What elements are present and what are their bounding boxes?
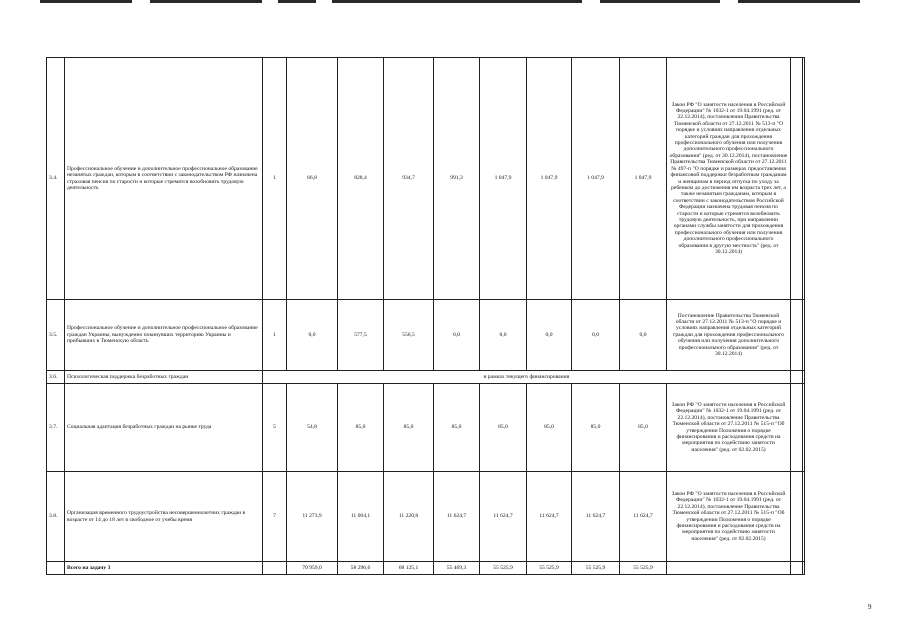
top-rule [738, 0, 860, 3]
row-number: 3.4. [47, 58, 65, 300]
empty-cell [803, 58, 805, 300]
empty-cell [791, 384, 803, 472]
page-number: 9 [868, 603, 872, 611]
empty-cell [803, 384, 805, 472]
value-cell: 1 047,9 [480, 58, 527, 300]
empty-cell [803, 300, 805, 371]
value-cell: 0,0 [480, 300, 527, 371]
empty-cell [47, 562, 65, 575]
empty-cell [667, 562, 791, 575]
table-row [47, 384, 805, 472]
empty-cell [803, 562, 805, 575]
top-rule [600, 0, 720, 3]
empty-cell [803, 371, 805, 384]
empty-cell [791, 371, 803, 384]
value-cell: 1 047,9 [527, 58, 572, 300]
value-cell: 1 047,9 [572, 58, 620, 300]
value-cell: 0,0 [572, 300, 620, 371]
total-value: 55 525,9 [527, 562, 572, 575]
top-rule [40, 0, 132, 3]
value-cell: 85,0 [527, 384, 572, 472]
total-value: 55 525,9 [620, 562, 667, 575]
legal-basis: Закон РФ "О занятости населения в Российской Федерации" № 1032-1 от 19.04.1991 (ред. от 22.12.2014), постановление Правительства Тюменской области от 27.12.2011 № 515-п "Об утверждении Положения о порядке финансирования и расходования средств на мероприятия по содействию занятости населения" (ред. от 02.02.2015) [667, 472, 791, 562]
measures-table [46, 57, 805, 575]
measure-name: Профессиональное обучение и дополнительное профессиональное образование граждан Украины, вынужденно покинувших территорию Украины и прибывших в Тюменскую область [65, 300, 263, 371]
value-cell: 85,0 [620, 384, 667, 472]
total-value: 55 525,9 [572, 562, 620, 575]
top-rule [332, 0, 582, 3]
value-cell: 85,0 [572, 384, 620, 472]
empty-cell [791, 58, 803, 300]
value-cell: 1 047,9 [620, 58, 667, 300]
value-cell: 0,0 [434, 300, 480, 371]
value-cell: 556,5 [384, 300, 434, 371]
value-cell: 934,7 [384, 58, 434, 300]
value-cell: 85,0 [384, 384, 434, 472]
value-cell: 577,5 [338, 300, 384, 371]
value-cell: 11 004,1 [338, 472, 384, 562]
legal-basis: Закон РФ "О занятости населения в Российской Федерации" № 1032-1 от 19.04.1991 (ред. от 22.12.2014), постановление Правительства Тюменской области от 27.12.2011 № 515-п "Об утверждении Положения о порядке финансирования и расходования средств на мероприятия по содействию занятости населения" (ред. от 02.02.2015) [667, 384, 791, 472]
table-row [47, 371, 805, 384]
total-row [47, 562, 805, 575]
measure-name: Профессиональное обучение и дополнительное профессиональное образование незанятых граждан, которым в соответствии с законодательством РФ назначена страховая пенсия по старости и которые стремятся возобновить трудовую деятельность [65, 58, 263, 300]
value-cell: 991,3 [434, 58, 480, 300]
value-cell: 11 624,7 [434, 472, 480, 562]
top-rule [150, 0, 262, 3]
measure-name: Психологическая поддержка безработных граждан [65, 371, 263, 384]
table-row [47, 58, 805, 300]
table-row [47, 300, 805, 371]
value-cell: 0,0 [620, 300, 667, 371]
funding-note: в рамках текущего финансирования [263, 371, 791, 384]
total-value: 58 296,6 [338, 562, 384, 575]
row-number: 3.8. [47, 472, 65, 562]
row-number: 3.7. [47, 384, 65, 472]
total-value: 68 125,1 [384, 562, 434, 575]
value-cell: 11 624,7 [480, 472, 527, 562]
total-value: 70 959,0 [287, 562, 338, 575]
value-cell: 11 273,9 [287, 472, 338, 562]
executor-code: 7 [263, 472, 287, 562]
executor-code: 1 [263, 300, 287, 371]
legal-basis: Закон РФ "О занятости населения в Российской Федерации" № 1032-1 от 19.04.1991 (ред. от 22.12.2014), постановления Правительства Тюменской области от 27.12.2011 № 513-п "О порядке и условиях направления отдельных категорий граждан для прохождения профессионального обучения или получения дополнительного профессионального образования" (ред. от 30.12.2014), постановление Правительства Тюменской области от 27.12.2011 № 497-п "О порядке и размерах предоставления финансовой поддержки безработным гражданам и женщинам в период отпуска по уходу за ребенком до достижения им возраста трех лет, а также незанятым гражданам, которым в соответствии с законодательством Российской Федерации назначена трудовая пенсия по старости и которые стремятся возобновить трудовую деятельность, при направлении органами службы занятости для прохождения профессионального обучения или получения дополнительного профессионального образования в другую местность" (ред. от 30.12.2014) [667, 58, 791, 300]
value-cell: 66,8 [287, 58, 338, 300]
total-value: 55 469,3 [434, 562, 480, 575]
measure-name: Социальная адаптация безработных граждан на рынке труда [65, 384, 263, 472]
value-cell: 85,0 [434, 384, 480, 472]
executor-code: 1 [263, 58, 287, 300]
value-cell: 0,0 [287, 300, 338, 371]
legal-basis: Постановление Правительства Тюменской области от 27.12.2011 № 513-п "О порядке и условиях направления отдельных категорий граждан для прохождения профессионального обучения или получения дополнительного профессионального образования" (ред. от 30.12.2014) [667, 300, 791, 371]
value-cell: 11 624,7 [620, 472, 667, 562]
value-cell: 54,8 [287, 384, 338, 472]
empty-cell [263, 562, 287, 575]
empty-cell [803, 472, 805, 562]
value-cell: 11 220,8 [384, 472, 434, 562]
empty-cell [791, 562, 803, 575]
value-cell: 0,0 [527, 300, 572, 371]
top-rule [278, 0, 316, 3]
measure-name: Организация временного трудоустройства несовершеннолетних граждан в возрасте от 14 до 18 лет в свободное от учебы время [65, 472, 263, 562]
row-number: 3.5. [47, 300, 65, 371]
table-row [47, 472, 805, 562]
executor-code: 5 [263, 384, 287, 472]
total-value: 55 525,9 [480, 562, 527, 575]
total-label: Всего на задачу 3 [65, 562, 263, 575]
value-cell: 11 624,7 [527, 472, 572, 562]
row-number: 3.6. [47, 371, 65, 384]
empty-cell [791, 472, 803, 562]
value-cell: 85,0 [338, 384, 384, 472]
value-cell: 11 624,7 [572, 472, 620, 562]
empty-cell [791, 300, 803, 371]
value-cell: 85,0 [480, 384, 527, 472]
value-cell: 828,4 [338, 58, 384, 300]
